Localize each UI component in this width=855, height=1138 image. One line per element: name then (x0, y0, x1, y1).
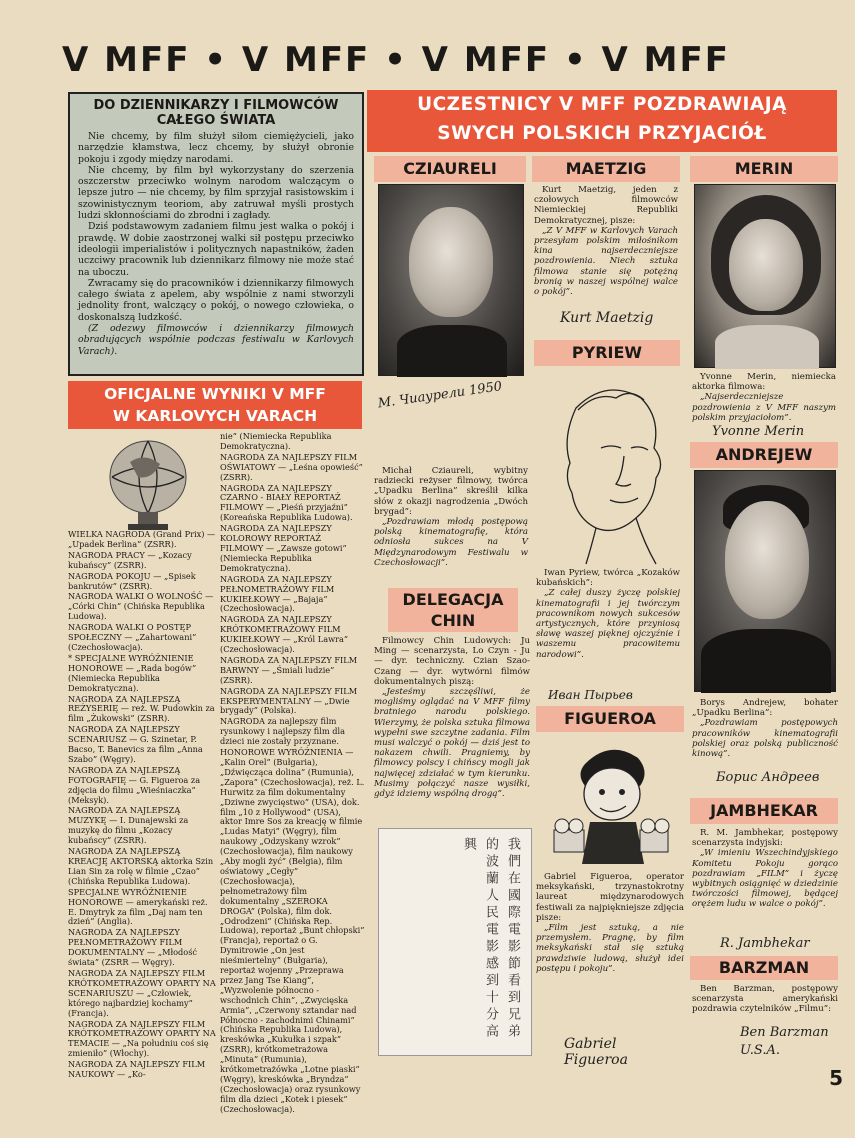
merin-text (692, 372, 836, 423)
merin-photo (694, 184, 836, 368)
barzman-header: BARZMAN (690, 956, 838, 980)
jambhekar-signature: R. Jambhekar (720, 936, 810, 951)
figueroa-caricature (540, 734, 680, 866)
maetzig-signature: Kurt Maetzig (560, 310, 654, 326)
ciaureli-photo (378, 184, 524, 376)
results-column-1 (68, 529, 216, 1080)
result-item: NAGRODA za najlepszy film rysunkowy i najlepszy film dla dzieci nie zostały przyznane. (220, 716, 345, 747)
barzman-text (692, 984, 838, 1018)
banner-line-1: UCZESTNICY V MFF POZDRAWIAJĄ (417, 94, 787, 115)
result-item: NAGRODA ZA NAJLEPSZY PEŁNOMETRAŻOWY FILM KUKIEŁKOWY — „Bajaja” (Czechosłowacja). (220, 573, 335, 614)
result-item: HONOROWE WYRÓŻNIENIA — „Kalin Orel” (Bułgaria), „Dźwięcząca dolina” (Rumunia), „Zapora” (Czechosłowacja), reż. L. Hurwitz za film dokumentalny „Dziwne zwycięstwo” (USA), dok. film „10 z Hollywood” (USA), aktor Imre Sos za kreację w filmie „Ludas Matyi” (Węgry), film naukowy „Odzyskany wzrok” (Czechosłowacja), film naukowy „Aby mogli żyć” (Belgia), film oświatowy „Cegły” (Czechosłowacja), pełnometrażowy film dokumentalny „SZEROKA DROGA” (Polska), film dok. „Odrodzeni” (Chińska Rep. Ludowa), reportaż „Bunt chłopski” (Francja), reportaż o G. Dymitrowie „On jest nieśmiertelny” (Bułgaria), reportaż wojenny „Przeprawa przez Jang Tse Kiang”, „Wyzwolenie północno - wschodnich Chin”, „Zwycięska Armia”, „Czerwony sztandar nad Północno - zachodnimi Chinami” (Chińska Republika Ludowa), kreskówka „Kukułka i szpak” (ZSRR), krótkometrażowa „Minuta” (Rumunia), krótkometrażówka „Lotne piaski” (Węgry), kreskówka „Bryndza” (Czechosłowacja) oraz rysunkowy film dla dzieci „Kotek i piesek” (Czechosłowacja). (220, 747, 365, 1114)
result-item: NAGRODA ZA NAJLEPSZY FILM BARWNY — „Śmiali ludzie” (ZSRR). (220, 654, 358, 685)
participants-banner (367, 90, 837, 152)
pyriew-sketch (536, 368, 680, 566)
ciaureli-signature: М. Чиаурели 1950 (376, 379, 504, 412)
result-item: NAGRODA ZA NAJLEPSZY KOLOROWY REPORTAŻ FILMOWY — „Zawsze gotowi” (Niemiecka Republika Demokratyczna). (220, 523, 347, 573)
delegation-header (388, 588, 518, 632)
appeal-paragraph: Zwracamy się do pracowników i dziennikarzy filmowych całego świata z apelem, aby wspólnie z nami stworzyli jednolity front, walczący o pokój, o nowego człowieka, o doskonalszą ludzkość. (78, 277, 354, 323)
merin-header: MERIN (690, 156, 838, 182)
ciaureli-caption (374, 466, 528, 590)
appeal-box (68, 92, 364, 376)
merin-signature: Yvonne Merin (712, 424, 805, 439)
maetzig-header: MAETZIG (532, 156, 680, 182)
barzman-signature: Ben Barzman U.S.A. (740, 1025, 829, 1058)
jambhekar-text (692, 828, 838, 932)
result-item: NAGRODA ZA NAJLEPSZĄ KREACJĘ AKTORSKĄ aktorka Szin Lian Sin za rolę w filmie „Czao” (Chińska Republika Ludowa). (68, 846, 214, 886)
jambhekar-header: JAMBHEKAR (690, 798, 838, 824)
delegation-quote: „Jesteśmy szczęśliwi, że mogliśmy oglądać na V MFF filmy bratniego narodu polskiego. Wierzymy, że polska sztuka filmowa wypełni swe szczytne zadania. Film musi walczyć o pokój — dziś jest to nakazem chwili. Pragniemy, by filmowcy polscy i chińscy mogli jak najwięcej zdziałać w tym kierunku. Musimy połączyć nasze wysiłki, gdyż idziemy wspólną drogą”. (374, 687, 530, 800)
result-item: NAGRODA ZA NAJLEPSZY FILM NAUKOWY — „Ko- (68, 1059, 206, 1080)
figueroa-signature: Gabriel Figueroa (564, 1036, 628, 1068)
result-item: NAGRODA ZA NAJLEPSZY PEŁNOMETRAŻOWY FILM DOKUMENTALNY — „Młodość świata” (ZSRR — Węgry). (68, 927, 198, 968)
andrejew-caption: Borys Andrejew, bohater „Upadku Berlina”: (692, 698, 838, 719)
andrejew-header: ANDREJEW (690, 442, 838, 468)
result-item: nie” (Niemiecka Republika Demokratyczna). (220, 431, 332, 451)
andrejew-photo (694, 470, 836, 692)
maetzig-quote: „Z V MFF w Karlovych Varach przesyłam polskim miłośnikom kina najserdeczniejsze pozdrowienia. Niech sztuka filmowa stanie się potężną bronią w naszej wspólnej walce o pokój”. (534, 225, 678, 298)
andrejew-signature: Борис Андреев (716, 770, 820, 785)
figueroa-caption: Gabriel Figueroa, operator meksykański, trzynastokrotny laureat międzynarodowych festiwali za najpiękniejsze zdjęcia pisze: (536, 872, 684, 923)
results-heading-line-2: W KARLOVYCH VARACH (112, 407, 318, 425)
maetzig-caption: Kurt Maetzig, jeden z czołowych filmowców Niemieckiej Republiki Demokratycznej, pisze: (534, 185, 678, 226)
result-item: NAGRODA ZA NAJLEPSZĄ FOTOGRAFIĘ — G. Figueroa za zdjęcia do filmu „Wieśniaczka” (Meksyk). (68, 764, 201, 805)
appeal-paragraph: Nie chcemy, by film był wykorzystany do szerzenia oszczerstw przeciwko wolnym narodom walczącym o lepsze jutro — nie chcemy, by film sprzyjał rasistowskim i szowinistycznym teoriom, aby zatruwał myśli prostych ludzi skłonnościami do zbrodni i zagłady. (78, 164, 354, 222)
banner-line-2: SWYCH POLSKICH PRZYJACIÓŁ (437, 123, 767, 144)
result-item: NAGRODA ZA NAJLEPSZY FILM KRÓTKOMETRAŻOWY OPARTY NA SCENARIUSZU — „Człowiek, którego najbardziej kochamy” (Francja). (68, 967, 216, 1018)
results-heading (68, 381, 362, 429)
result-item: NAGRODA WALKI O WOLNOŚĆ — „Córki Chin” (Chińska Republika Ludowa). (68, 591, 214, 622)
andrejew-text (692, 698, 838, 768)
result-item: NAGRODA ZA NAJLEPSZY SCENARIUSZ — G. Szinetar, P. Bacso, T. Banevics za film „Anna Szabo” (Węgry). (68, 724, 203, 764)
results-heading-line-1: OFICJALNE WYNIKI V MFF (104, 385, 326, 403)
merin-quote: „Najserdeczniejsze pozdrowienia z V MFF naszym polskim przyjaciołom”. (692, 392, 836, 423)
result-item: NAGRODA ZA NAJLEPSZY FILM EKSPERYMENTALNY — „Dwie brygady” (Polska). (220, 685, 358, 716)
delegation-header-line-2: CHIN (430, 611, 476, 630)
result-item: NAGRODA ZA NAJLEPSZY CZARNO - BIAŁY REPORTAŻ FILMOWY — „Pieśń przyjaźni” (Koreańska Republika Ludowa). (220, 482, 353, 523)
appeal-paragraph: Dziś podstawowym zadaniem filmu jest walka o pokój i prawdę. W dobie zaostrzonej walki sił postępu przeciwko ideologii imperialistów i politycznych napastników, żaden uczciwy pracownik lub dziennikarz filmowy nie może stać na uboczu. (78, 221, 354, 278)
appeal-paragraph: Nie chcemy, by film służył siłom ciemiężycieli, jako narzędzie kłamstwa, lecz chcemy, by służył obronie pokoju i zgody między narodami. (78, 131, 354, 165)
chinese-calligraphy: 我們在國際電影節看到兄弟的波蘭人民電影感到十分高興 (378, 828, 532, 1056)
appeal-footnote: (Z odezwy filmowców i dziennikarzy filmowych obradujących wspólnie podczas festiwalu w Karlovych Varach). (78, 323, 354, 357)
pyriew-signature: Иван Пырьев (548, 688, 633, 702)
ciaureli-quote: „Pozdrawiam młodą postępową polską kinematografię, która odniosła sukces na V Międzynarodowym Festiwalu w Czechosłowacji”. (374, 517, 528, 568)
globe-trophy-image (90, 432, 210, 532)
result-item: NAGRODA PRACY — „Kozacy kubańscy” (ZSRR). (68, 549, 192, 570)
appeal-title: DO DZIENNIKARZY I FILMOWCÓW CAŁEGO ŚWIATA (93, 98, 339, 128)
pyriew-text (536, 568, 680, 686)
andrejew-quote: „Pozdrawiam postępowych pracowników kinematografii polskiej oraz polską publiczność kinową”. (692, 718, 838, 760)
result-item: NAGRODA WALKI O POSTĘP SPOŁECZNY — „Zahartowani” (Czechosłowacja). (68, 622, 197, 652)
figueroa-quote: „Film jest sztuką, a nie przemysłem. Pragnę, by film meksykański stał się sztuką prawdziwie ludową, służył idei postępu i pokoju”. (536, 923, 684, 974)
ciaureli-caption-text: Michał Cziaureli, wybitny radziecki reżyser filmowy, twórca „Upadku Berlina” skreślił kilka słów z okazji nagrodzenia „Dwóch brygad”: (374, 466, 528, 517)
result-item: * SPECJALNE WYRÓŻNIENIE HONOROWE — „Rada bogów” (Niemiecka Republika Demokratyczna). (68, 652, 197, 693)
delegation-text (374, 636, 530, 824)
page-number: 5 (829, 1066, 843, 1090)
masthead: V MFF • V MFF • V MFF • V MFF (62, 40, 730, 80)
figueroa-text (536, 872, 684, 1030)
merin-caption: Yvonne Merin, niemiecka aktorka filmowa: (692, 372, 836, 393)
ciaureli-header: CZIAURELI (374, 156, 526, 182)
result-item: NAGRODA ZA NAJLEPSZY FILM KRÓTKOMETRAŻOWY OPARTY NA TEMACIE — „Na południu coś się zmieniło” (Włochy). (68, 1018, 216, 1059)
result-item: NAGRODA ZA NAJLEPSZĄ REŻYSERIĘ — reż. W. Pudowkin za film „Żukowski” (ZSRR). (68, 693, 215, 724)
result-item: SPECJALNE WYRÓŻNIENIE HONOROWE — amerykański reż. E. Dmytryk za film „Daj nam ten dzień” (Anglia). (68, 886, 208, 927)
jambhekar-caption: R. M. Jambhekar, postępowy scenarzysta indyjski: (692, 828, 838, 849)
delegation-caption: Filmowcy Chin Ludowych: Ju Ming — scenarzysta, Lo Czyn - Ju — dyr. techniczny. Czian Szao-Czang — dyr. wytwórni filmów dokumentalnych piszą: (374, 636, 530, 687)
pyriew-caption: Iwan Pyriew, twórca „Kozaków kubańskich”: (536, 568, 680, 589)
maetzig-text (534, 185, 678, 305)
delegation-header-line-1: DELEGACJA (402, 590, 504, 609)
pyriew-header: PYRIEW (534, 340, 680, 366)
results-column-2 (220, 431, 365, 1114)
result-item: WIELKA NAGRODA (Grand Prix) — „Upadek Berlina” (ZSRR). (68, 529, 216, 549)
jambhekar-quote: „W imieniu Wszechindyjskiego Komitetu Pokoju gorąco pozdrawiam „FILM” i życzę wybitnych osiągnięć w dziedzinie twórczości filmowej, będącej orężem ludu w walce o pokój”. (692, 848, 838, 910)
pyriew-quote: „Z całej duszy życzę polskiej kinematografii i jej twórczym pracownikom nowych sukcesów artystycznych, które przyniosą sławę waszej pięknej ojczyźnie i waszemu pracowitemu narodowi”. (536, 588, 680, 660)
result-item: NAGRODA ZA NAJLEPSZY FILM OŚWIATOWY — „Leśna opowieść” (ZSRR). (220, 451, 363, 482)
result-item: NAGRODA POKOJU — „Spisek bankrutów” (ZSRR). (68, 570, 196, 591)
result-item: NAGRODA ZA NAJLEPSZY KRÓTKOMETRAŻOWY FILM KUKIEŁKOWY — „Król Lawra” (Czechosłowacja). (220, 614, 349, 655)
barzman-caption: Ben Barzman, postępowy scenarzysta amerykański pozdrawia czytelników „Filmu”: (692, 984, 838, 1015)
result-item: NAGRODA ZA NAJLEPSZĄ MUZYKĘ — I. Dunajewski za muzykę do filmu „Kozacy kubańscy” (ZSRR). (68, 805, 189, 846)
figueroa-header: FIGUEROA (536, 706, 684, 732)
